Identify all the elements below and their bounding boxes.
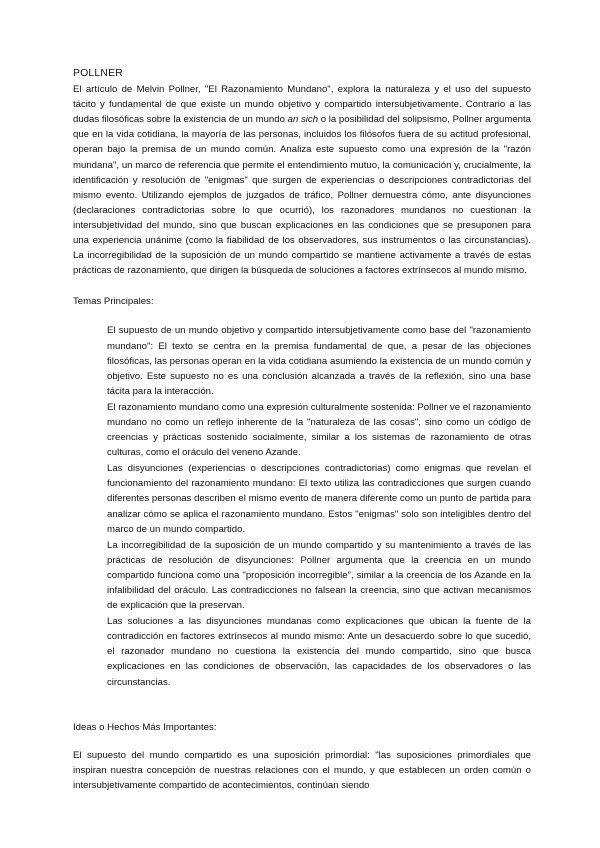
intro-text-part-2: o la posibilidad del solipsismo, Pollner argumenta que en la vida cotidiana, la mayoría de las personas, incluidos los filósofos fuera de su actitud profesional, operan bajo la premisa de un mundo común. Analiza este supuesto como una expresión de la "razón mundana", un marco de referencia que permite el entendimiento mutuo, la comunicación y, crucialmente, la identificación y resolución de "enigmas" que surgen de experiencias o descripciones contradictorias del mismo evento. Utilizando ejemplos de juzgados de tráfico, Pollner demuestra cómo, ante disyunciones (declaraciones contradictorias sobre lo que ocurrió), los razonadores mundanos no cuestionan la intersubjetividad del mundo, sino que buscan explicaciones en las condiciones que se presuponen para una experiencia unánime (como la fiabilidad de los observadores, sus instrumentos o las circunstancias). La incorregibilidad de la suposición de un mundo compartido se mantiene activamente a través de estas prácticas de razonamiento, que dirigen la búsqueda de soluciones a factores extrínsecos al mundo mismo.: [73, 114, 532, 277]
page-title: POLLNER: [73, 68, 123, 79]
theme-item: La incorregibilidad de la suposición de un mundo compartido y su mantenimiento a través de las prácticas de resolución de disyunciones: Pollner argumenta que la creencia en un mundo compartido funciona como una "proposición incorregible", similar a la creencia de los Azande en la infalibilidad del oráculo. Las contradicciones no falsean la creencia, sino que activan mecanismos de explicación que la preservan.: [107, 539, 531, 612]
ideas-heading: Ideas o Hechos Más Importantes:: [73, 721, 217, 733]
theme-item: El razonamiento mundano como una expresión culturalmente sostenida: Pollner ve el razonamiento mundano no como un reflejo inherente de la "naturaleza de las cosas", sino como un código de creencias y prácticas sostenido socialmente, similar a los sistemas de razonamiento de otras culturas, como el oráculo del veneno Azande.: [107, 401, 531, 459]
important-fact-paragraph: El supuesto del mundo compartido es una suposición primordial: "las suposiciones primordiales que inspiran nuestra concepción de nuestras relaciones con el mundo, y que establecen un orden común o intersubjetivamente compartido de acontecimientos, continúan siendo: [73, 749, 531, 791]
document-body: [73, 66, 531, 793]
theme-item: Las disyunciones (experiencias o descripciones contradictorias) como enigmas que revelan el funcionamiento del razonamiento mundano: El texto utiliza las contradicciones que surgen cuando diferentes personas describen el mismo evento de manera diferente como un punto de partida para analizar cómo se aplica el razonamiento mundano. Estos "enigmas" solo son inteligibles dentro del marco de un mundo compartido.: [107, 463, 531, 535]
theme-item: El supuesto de un mundo objetivo y compartido intersubjetivamente como base del "razonamiento mundano": El texto se centra en la premisa fundamental de que, a pesar de las objeciones filosóficas, las personas operan en la vida cotidiana asumiendo la existencia de un mundo común y objetivo. Este supuesto no es una conclusión alcanzada a través de la reflexión, sino una base tácita para la interacción.: [107, 325, 531, 397]
intro-emphasis: an sich: [287, 114, 319, 126]
intro-text-part-1: El artículo de Melvin Pollner, "El Razonamiento Mundano", explora la naturaleza y el uso del supuesto tácito y fundamental de que existe un mundo objetivo y compartido intersubjetivamente. Contrario a las dudas filosóficas sobre la existencia de un mundo: [73, 84, 531, 126]
themes-list: [107, 323, 531, 689]
themes-heading: Temas Principales:: [73, 296, 154, 308]
theme-item: Las soluciones a las disyunciones mundanas como explicaciones que ubican la fuente de la contradicción en factores extrínsecos al mundo mismo: Ante un desacuerdo sobre lo que sucedió, el razonador mundano no cuestiona la existencia del mundo compartido, sino que busca explicaciones en las condiciones de observación, las capacidades de los observadores o las circunstancias.: [107, 616, 531, 688]
intro-paragraph: [73, 82, 531, 278]
